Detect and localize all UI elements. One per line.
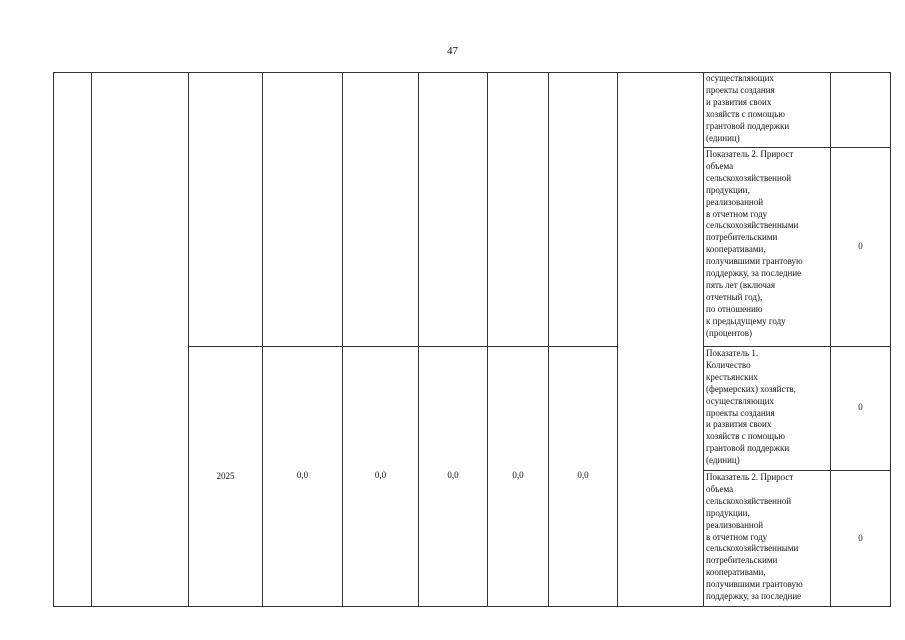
- col-line: [418, 72, 419, 607]
- col-line: [53, 72, 54, 607]
- value-cell: 0,0: [296, 470, 309, 480]
- value-cell: 0,0: [447, 470, 459, 480]
- table-bottom-border: [53, 606, 891, 607]
- row-divider: [703, 346, 891, 347]
- col-line: [487, 72, 488, 607]
- col-line: [262, 72, 263, 607]
- col-line: [548, 72, 549, 607]
- value-cell: 0,0: [374, 470, 387, 480]
- indicator-2-value: 0: [858, 241, 863, 251]
- page-number: 47: [447, 45, 458, 57]
- year-cell: 2025: [216, 471, 235, 481]
- col-line: [890, 72, 891, 607]
- value-cell: 0,0: [577, 470, 589, 480]
- indicator-1-continued-text: осуществляющих проекты создания и развития своих хозяйств с помощью грантовой поддержки (единиц): [706, 73, 790, 143]
- col-line: [342, 72, 343, 607]
- indicator-2-2025-value: 0: [858, 533, 863, 543]
- col-line: [703, 72, 704, 607]
- col-line: [617, 72, 618, 607]
- row-divider: [703, 147, 891, 148]
- indicator-1-2025-value: 0: [858, 402, 863, 412]
- col-line: [91, 72, 92, 607]
- row-divider-year: [188, 346, 618, 347]
- indicator-2-text: Показатель 2. Прирост объема сельскохозяйственной продукции, реализованной в отчетном году сельскохозяйственными потребительскими кооперативами, получившими грантовую поддержку, за последние пять лет (включая отчетный год), по отношению к предыдущему году (процентов): [706, 149, 803, 338]
- col-line: [830, 72, 831, 607]
- indicator-1-2025-text: Показатель 1. Количество крестьянских (фермерских) хозяйств, осуществляющих проекты создания и развития своих хозяйств с помощью грантовой поддержки (единиц): [706, 348, 796, 466]
- value-cell: 0,0: [512, 470, 524, 480]
- col-line: [188, 72, 189, 607]
- row-divider: [703, 470, 891, 471]
- indicator-2-2025-text: Показатель 2. Прирост объема сельскохозяйственной продукции, реализованной в отчетном году сельскохозяйственными потребительскими кооперативами, получившими грантовую поддержку, за последние: [706, 472, 803, 602]
